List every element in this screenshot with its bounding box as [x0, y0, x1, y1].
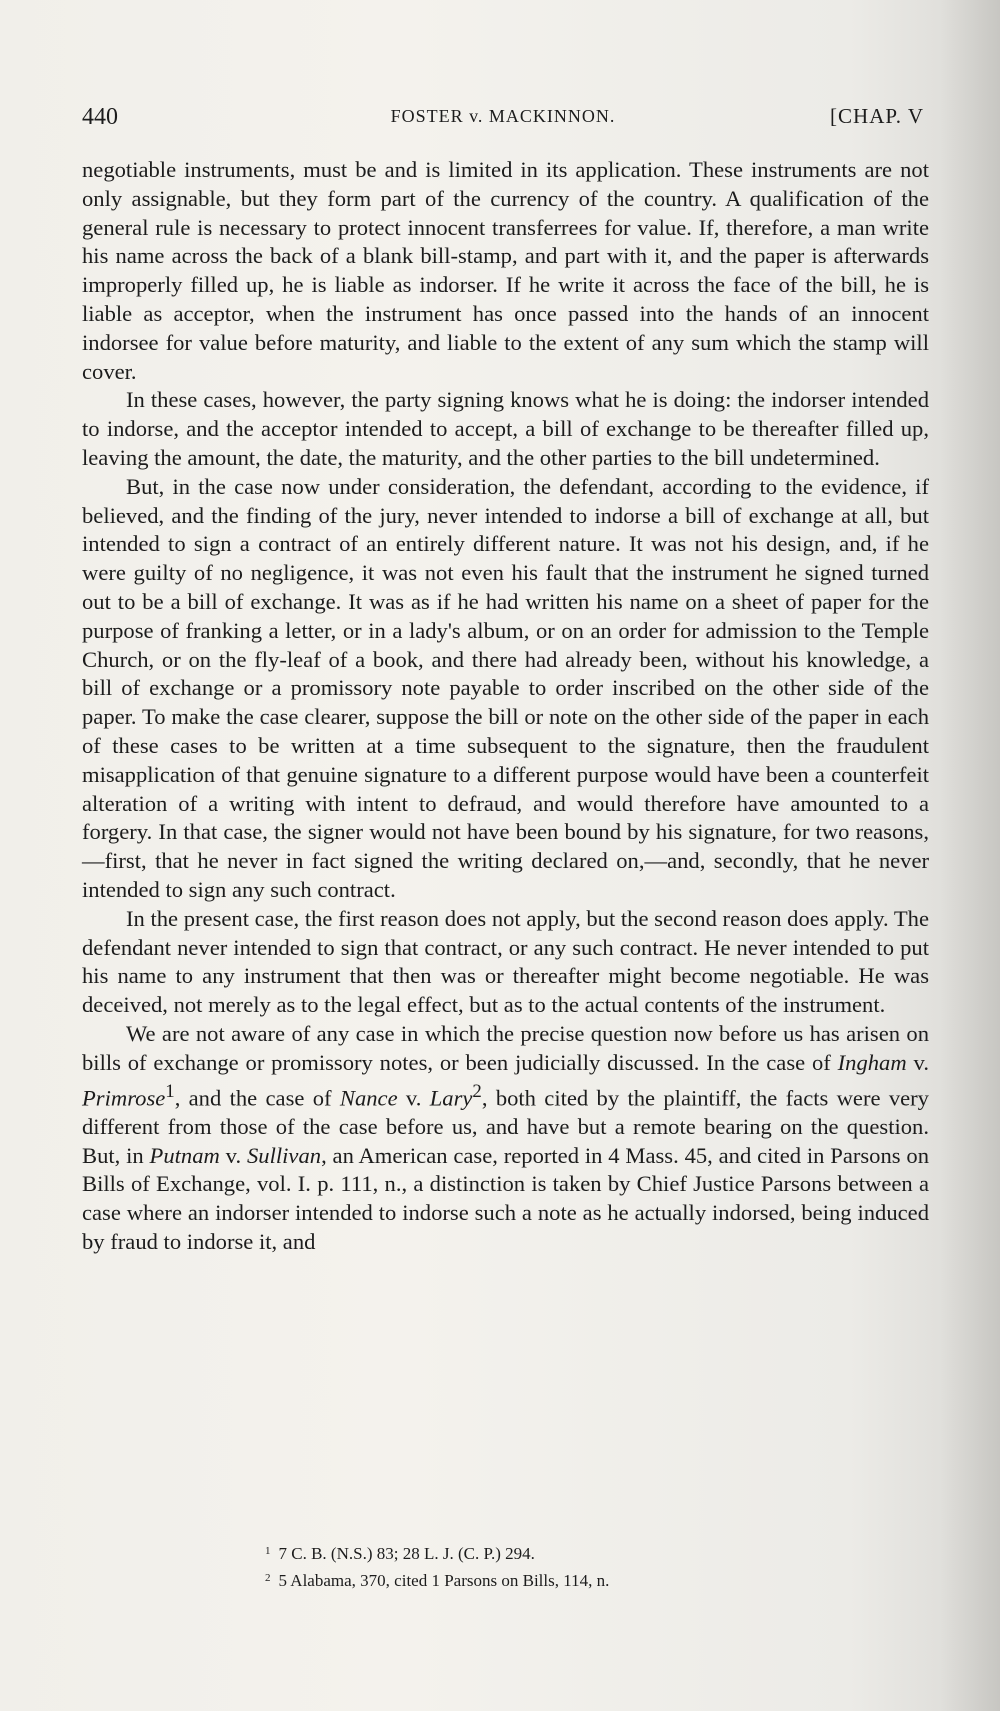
text-run: We are not aware of any case in which the precise question now before us has arisen on bills of exchange or promissory notes, or been judicially discussed. In the case of: [82, 1020, 929, 1075]
footnote: [265, 1566, 905, 1593]
running-title: FOSTER v. MACKINNON.: [390, 106, 616, 126]
paragraph: [82, 1020, 929, 1257]
text-run: v.: [906, 1049, 929, 1075]
case-name: Ingham: [837, 1049, 907, 1075]
footnote-ref: 1: [165, 1080, 175, 1102]
page-edge-shadow: [940, 0, 1000, 1711]
text-run: v.: [397, 1085, 430, 1111]
running-header: [82, 104, 924, 136]
text-run: , and the case of: [174, 1085, 340, 1111]
footnote-mark: 2: [265, 1572, 271, 1584]
paragraph: But, in the case now under consideration, the defendant, according to the evidence, if believed, and the finding of the jury, never intended to indorse a bill of exchange at all, but intended to sign a contract of an entirely different nature. It was not his design, and, if he were guilty of no negligence, it was not even his fault that the instrument he signed turned out to be a bill of exchange. It was as if he had written his name on a sheet of paper for the purpose of franking a letter, or in a lady's album, or on an order for admission to the Temple Church, or on the fly-leaf of a book, and there had already been, without his knowledge, a bill of exchange or a promissory note payable to order inscribed on the other side of the paper. To make the case clearer, suppose the bill or note on the other side of the paper in each of these cases to be written at a time subsequent to the signature, then the fraudulent misapplication of that genuine signature to a different purpose would have been a counterfeit alteration of a writing with intent to defraud, and would therefore have amounted to a forgery. In that case, the signer would not have been bound by his signature, for two reasons,—first, that he never in fact signed the writing declared on,—and, secondly, that he never intended to sign any such contract.: [82, 473, 929, 902]
footnote-mark: 1: [265, 1545, 271, 1557]
paragraph: negotiable instruments, must be and is limited in its application. These instruments are not only assignable, but they form part of the currency of the country. A qualification of the general rule is necessary to protect innocent transferrees for value. If, therefore, a man write his name across the back of a blank bill-stamp, and part with it, and the paper is afterwards improperly filled up, he is liable as indorser. If he write it across the face of the bill, he is liable as acceptor, when the instrument has once passed into the hands of an innocent indorsee for value before maturity, and liable to the extent of any sum which the stamp will cover.: [82, 157, 929, 384]
text-run: v.: [219, 1142, 247, 1168]
case-name: Sullivan: [247, 1142, 322, 1168]
footnotes: [265, 1539, 905, 1593]
case-name: Nance: [339, 1085, 398, 1111]
text-run: , both cited by the plaintiff, the facts were very different from those of the case before us, and have but a remote bearing on the question. But, in: [82, 1085, 929, 1168]
footnote-text: 5 Alabama, 370, cited 1 Parsons on Bills, 114, n.: [278, 1571, 610, 1590]
text-run: , an American case, reported in 4 Mass. 45, and cited in Parsons on Bills of Exchange, vol. I. p. 111, n., a distinction is taken by Chief Justice Parsons between a case where an indorser intended to indorse such a note as he actually indorsed, being induced by fraud to indorse it, and: [82, 1142, 929, 1255]
paragraph: In the present case, the first reason does not apply, but the second reason does apply. The defendant never intended to sign that contract, or any such contract. He never intended to put his name to any instrument that then was or thereafter might become negotiable. He was deceived, not merely as to the legal effect, but as to the actual contents of the instrument.: [82, 905, 929, 1018]
chapter-label: [CHAP. V: [830, 104, 924, 128]
case-name: Lary: [429, 1085, 473, 1111]
body-text: [82, 156, 929, 1257]
footnote-ref: 2: [472, 1080, 482, 1102]
case-name: Primrose: [82, 1085, 166, 1111]
footnote-text: 7 C. B. (N.S.) 83; 28 L. J. (C. P.) 294.: [278, 1544, 535, 1563]
page-number: 440: [82, 104, 118, 130]
footnote: [265, 1539, 905, 1566]
case-name: Putnam: [149, 1142, 220, 1168]
paragraph: In these cases, however, the party signing knows what he is doing: the indorser intended to indorse, and the acceptor intended to accept, a bill of exchange to be thereafter filled up, leaving the amount, the date, the maturity, and the other parties to the bill undetermined.: [82, 387, 929, 470]
